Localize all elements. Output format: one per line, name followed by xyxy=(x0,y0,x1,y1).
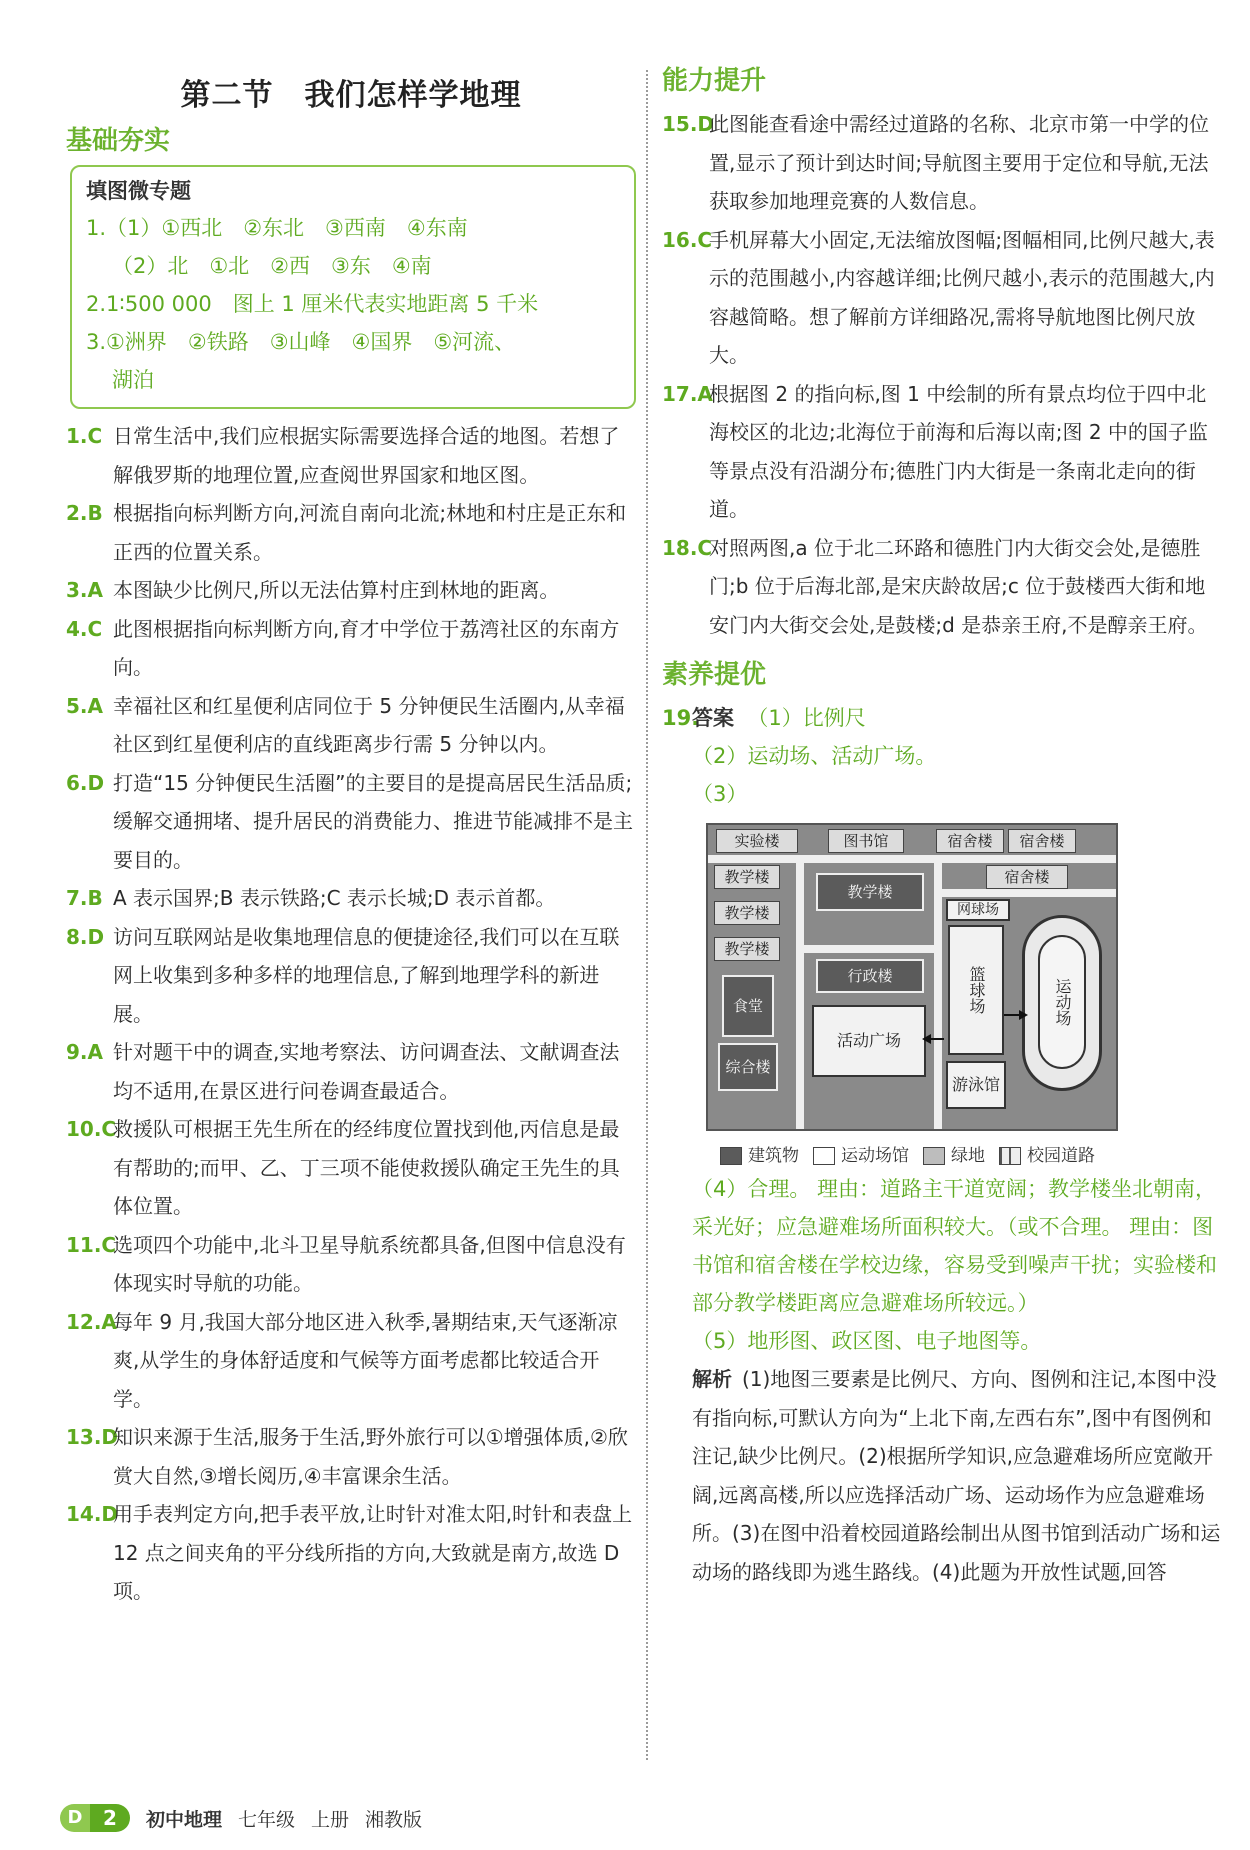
question-number: 4.C xyxy=(66,616,103,641)
q19-answer-label: 答案 xyxy=(692,706,734,730)
question-explanation: A 表示国界;B 表示铁路;C 表示长城;D 表示首都。 xyxy=(113,886,556,910)
question-explanation: 知识来源于生活,服务于生活,野外旅行可以①增强体质,②欣赏大自然,③增长阅历,④丰富课余生活。 xyxy=(113,1425,628,1488)
question-number: 6.D xyxy=(66,770,105,795)
question-number: 11.C xyxy=(66,1232,117,1257)
question-item xyxy=(66,918,636,1034)
activity-square: 活动广场 xyxy=(812,1005,926,1077)
building-teaching-3: 教学楼 xyxy=(714,937,780,961)
question-item xyxy=(66,494,636,571)
question-item xyxy=(66,764,636,880)
basketball-court: 篮球场 xyxy=(948,925,1004,1055)
question-item xyxy=(66,571,636,610)
page-title: 第二节 我们怎样学地理 xyxy=(180,78,522,113)
question-item xyxy=(662,105,1222,221)
campus-map-figure xyxy=(706,823,1126,1166)
question-explanation: 根据指向标判断方向,河流自南向北流;林地和村庄是正东和正西的位置关系。 xyxy=(113,501,627,564)
question-item xyxy=(66,1110,636,1226)
building-teaching-1: 教学楼 xyxy=(714,865,780,889)
question-explanation: 用手表判定方向,把手表平放,让时针对准太阳,时针和表盘上 12 点之间夹角的平分线所指的方向,大致就是南方,故选 D 项。 xyxy=(113,1502,633,1603)
question-explanation: 选项四个功能中,北斗卫星导航系统都具备,但图中信息没有体现实时导航的功能。 xyxy=(113,1232,626,1295)
right-question-list xyxy=(662,105,1222,644)
question-number: 16.C xyxy=(662,227,713,252)
question-explanation: 幸福社区和红星便利店同位于 5 分钟便民生活圈内,从幸福社区到红星便利店的直线距离步行需 5 分钟以内。 xyxy=(113,693,625,756)
building-dorm-3: 宿舍楼 xyxy=(986,865,1068,889)
question-number: 1.C xyxy=(66,424,103,448)
question-number: 7.B xyxy=(66,886,103,910)
column-divider xyxy=(646,70,648,1760)
building-complex: 综合楼 xyxy=(718,1043,778,1091)
page-number: 2 xyxy=(90,1804,130,1832)
fill-line: 1.（1）①西北 ②东北 ③西南 ④东南 xyxy=(86,216,468,240)
q19-a2: （2）运动场、活动广场。 xyxy=(692,744,937,768)
question-explanation: 对照两图,a 位于北二环路和德胜门内大街交会处,是德胜门;b 位于后海北部,是宋庆龄故居;c 位于鼓楼西大街和地安门内大街交会处,是鼓楼;d 是恭亲王府,不是醇亲王府。 xyxy=(709,535,1208,637)
building-dorm-1: 宿舍楼 xyxy=(936,829,1004,853)
building-library: 图书馆 xyxy=(828,829,904,853)
legend-sports: 运动场馆 xyxy=(813,1141,909,1166)
question-item xyxy=(66,687,636,764)
fill-map-box xyxy=(70,165,636,409)
arrowhead-right xyxy=(1019,1010,1028,1020)
q19-answer-line xyxy=(662,699,1222,737)
campus-map xyxy=(706,823,1118,1131)
building-lab: 实验楼 xyxy=(716,829,798,853)
building-admin: 行政楼 xyxy=(816,959,924,993)
question-item xyxy=(66,1226,636,1303)
section-basic: 基础夯实 xyxy=(66,126,171,156)
q19-a1: （1）比例尺 xyxy=(747,706,866,730)
fill-line: （2）北 ①北 ②西 ③东 ④南 xyxy=(112,254,432,278)
q19-number: 19. xyxy=(662,706,700,730)
question-explanation: 日常生活中,我们应根据实际需要选择合适的地图。若想了解俄罗斯的地理位置,应查阅世界国家和地区图。 xyxy=(113,424,620,487)
footer-edition: 湘教版 xyxy=(365,1808,423,1831)
question-item xyxy=(66,879,636,918)
question-number: 2.B xyxy=(66,501,103,525)
building-dorm-2: 宿舍楼 xyxy=(1008,829,1076,853)
q19-a3: （3） xyxy=(692,782,748,806)
question-explanation: 针对题干中的调查,实地考察法、访问调查法、文献调查法均不适用,在景区进行问卷调查最适合。 xyxy=(113,1040,620,1103)
page-number-badge xyxy=(60,1804,130,1832)
q19-a5: （5）地形图、政区图、电子地图等。 xyxy=(692,1329,1042,1353)
question-number: 18.C xyxy=(662,535,713,560)
escape-route-arrows xyxy=(708,825,1116,1129)
question-number: 13.D xyxy=(66,1425,119,1449)
question-item xyxy=(662,375,1222,529)
swimming-pool: 游泳馆 xyxy=(946,1061,1006,1109)
question-item xyxy=(662,221,1222,375)
q19-analysis xyxy=(662,1360,1222,1591)
left-column xyxy=(66,60,636,1611)
analysis-label: 解析 xyxy=(692,1367,732,1391)
question-item xyxy=(66,417,636,494)
building-teaching-2: 教学楼 xyxy=(714,901,780,925)
fill-line: 湖泊 xyxy=(112,368,154,392)
section-ability: 能力提升 xyxy=(662,66,767,96)
tennis-court: 网球场 xyxy=(946,899,1010,921)
question-explanation: 根据图 2 的指向标,图 1 中绘制的所有景点均位于四中北海校区的北边;北海位于前海和后海以南;图 2 中的国子监等景点没有沿湖分布;德胜门内大街是一条南北走向的街道。 xyxy=(709,381,1208,521)
question-explanation: 打造“15 分钟便民生活圈”的主要目的是提高居民生活品质;缓解交通拥堵、提升居民的消费能力、推进节能减排不是主要目的。 xyxy=(113,770,633,872)
sports-field: 运动场 xyxy=(1038,935,1086,1069)
question-number: 5.A xyxy=(66,693,103,718)
section-quality: 素养提优 xyxy=(662,660,767,690)
legend-building: 建筑物 xyxy=(720,1141,799,1166)
footer-subject: 初中地理 xyxy=(146,1808,223,1831)
footer-volume: 上册 xyxy=(311,1808,350,1831)
question-number: 8.D xyxy=(66,924,105,949)
left-question-list xyxy=(66,417,636,1611)
question-item xyxy=(66,1495,636,1611)
question-explanation: 救援队可根据王先生所在的经纬度位置找到他,丙信息是最有帮助的;而甲、乙、丁三项不能使救援队确定王先生的具体位置。 xyxy=(113,1117,620,1218)
question-item xyxy=(66,1418,636,1495)
question-item xyxy=(66,1303,636,1419)
analysis-text: (1)地图三要素是比例尺、方向、图例和注记,本图中没有指向标,可默认方向为“上北下南,左西右东”,图中有图例和注记,缺少比例尺。(2)根据所学知识,应急避难场所应宽敞开阔,远离高楼,所以应选择活动广场、运动场作为应急避难场所。(3)在图中沿着校园道路绘制出从图书馆到活动广场和运动场的路线即为逃生路线。(4)此题为开放性试题,回答 xyxy=(692,1367,1221,1584)
right-column xyxy=(662,60,1222,1591)
fill-line: 3.①洲界 ②铁路 ③山峰 ④国界 ⑤河流、 xyxy=(86,330,516,354)
question-number: 9.A xyxy=(66,1040,103,1064)
legend-road: 校园道路 xyxy=(999,1141,1095,1166)
question-item xyxy=(66,610,636,687)
question-number: 15.D xyxy=(662,112,715,136)
question-number: 3.A xyxy=(66,578,103,602)
q19-a4: （4）合理。 理由：道路主干道宽阔；教学楼坐北朝南，采光好；应急避难场所面积较大。（或不合理。 理由：图书馆和宿舍楼在学校边缘，容易受到噪声干扰；实验楼和部分教学楼距离应急避难场所较远。） xyxy=(692,1177,1217,1315)
question-explanation: 此图能查看途中需经过道路的名称、北京市第一中学的位置,显示了预计到达时间;导航图主要用于定位和导航,无法获取参加地理竞赛的人数信息。 xyxy=(709,112,1209,213)
question-number: 10.C xyxy=(66,1117,117,1141)
question-explanation: 访问互联网站是收集地理信息的便捷途径,我们可以在互联网上收集到多种多样的地理信息,了解到地理学科的新进展。 xyxy=(113,924,620,1026)
badge-letter: D xyxy=(60,1804,90,1832)
map-legend xyxy=(720,1141,1126,1166)
fill-line: 2.1∶500 000 图上 1 厘米代表实地距离 5 千米 xyxy=(86,292,539,316)
question-number: 12.A xyxy=(66,1309,117,1334)
footer-grade: 七年级 xyxy=(238,1808,296,1831)
question-item xyxy=(662,529,1222,645)
question-number: 14.D xyxy=(66,1502,119,1526)
building-teaching-4: 教学楼 xyxy=(816,873,924,911)
page-footer xyxy=(60,1800,422,1836)
arrowhead-left xyxy=(922,1034,931,1044)
question-item xyxy=(66,1033,636,1110)
question-number: 17.A xyxy=(662,381,713,406)
fill-map-title: 填图微专题 xyxy=(86,179,191,203)
question-explanation: 每年 9 月,我国大部分地区进入秋季,暑期结束,天气逐渐凉爽,从学生的身体舒适度和气候等方面考虑都比较适合开学。 xyxy=(113,1309,618,1411)
legend-green: 绿地 xyxy=(923,1141,985,1166)
building-canteen: 食堂 xyxy=(722,975,774,1037)
question-explanation: 手机屏幕大小固定,无法缩放图幅;图幅相同,比例尺越大,表示的范围越小,内容越详细;比例尺越小,表示的范围越大,内容越简略。想了解前方详细路况,需将导航地图比例尺放大。 xyxy=(709,227,1215,367)
question-explanation: 此图根据指向标判断方向,育才中学位于荔湾社区的东南方向。 xyxy=(113,616,620,679)
question-explanation: 本图缺少比例尺,所以无法估算村庄到林地的距离。 xyxy=(113,578,560,602)
